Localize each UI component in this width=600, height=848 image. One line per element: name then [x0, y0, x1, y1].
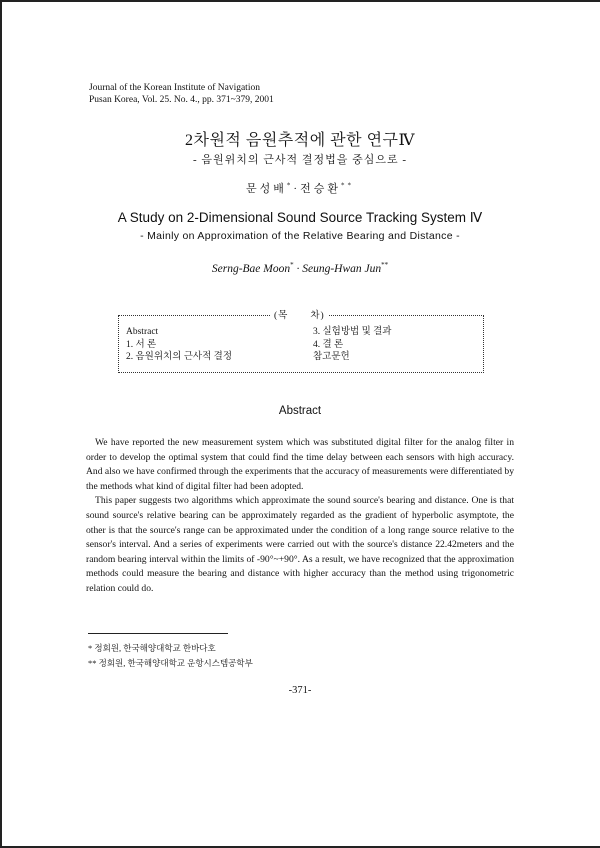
footnotes [88, 641, 253, 671]
toc-left-column [126, 326, 232, 364]
toc-item-introduction: 1. 서 론 [126, 339, 157, 350]
toc-item-approximation: 2. 음원위치의 근사적 결정 [126, 352, 233, 362]
abstract-body [86, 436, 514, 597]
abstract-paragraph-2: This paper suggests two algorithms which approximate the sound source's bearing and distance. One is that sound source's relative bearing can be approximately regarded as the gradient of hyperbolic asymptote, the other is that the source's range can be approximated under the condition of a long range source relative to the sensor's interval. And a series of experiments were carried out with the source's distance 22.42meters and the random bearing interval within the limits of -90°~+90°. As a result, we have recognized that the approximation methods could measure the bearing and distance with higher accuracy than the method using trigonometric relation could do. [86, 495, 514, 594]
korean-subtitle: - 음원위치의 근사적 결정법을 중심으로 - [192, 154, 408, 166]
english-subtitle: - Mainly on Approximation of the Relative Bearing and Distance - [140, 230, 460, 242]
footnote-rule [88, 633, 228, 634]
toc-heading-open: (목 [274, 311, 289, 321]
author-separator: · [293, 183, 301, 195]
journal-name: Journal of the Korean Institute of Navigation [89, 83, 260, 93]
abstract-heading: Abstract [278, 405, 322, 417]
korean-title: 2차원적 음원추적에 관한 연구Ⅳ [185, 132, 415, 149]
en-author-1-mark: * [290, 261, 294, 269]
toc-heading [270, 307, 329, 321]
en-author-2-mark: ** [381, 261, 389, 269]
page-edge-top [0, 0, 600, 2]
english-authors [0, 261, 600, 275]
toc-item-conclusion: 4. 결 론 [313, 339, 344, 350]
english-author-2: Seung-Hwan Jun [302, 262, 382, 275]
english-title: A Study on 2-Dimensional Sound Source Tracking System Ⅳ [117, 210, 483, 225]
toc-item-references: 참고문헌 [313, 352, 350, 362]
author-1-mark: * [286, 181, 294, 190]
page-number: -371- [288, 685, 312, 696]
korean-author-2: 전승환 [300, 183, 341, 195]
toc-item-abstract: Abstract [126, 327, 159, 337]
author-2-mark: ** [340, 181, 354, 190]
journal-citation [89, 82, 274, 106]
footnote-1: * 정회원, 한국해양대학교 한바다호 [88, 643, 216, 653]
toc-heading-close: 차) [310, 311, 325, 321]
journal-volume: Pusan Korea, Vol. 25. No. 4., pp. 371~379, 2001 [89, 95, 274, 105]
abstract-paragraph-1: We have reported the new measurement system which was substituted digital filter for the analog filter in order to develop the optimal system that could find the time delay between each sensors with high accuracy. And also we have confirmed through the experiments that the accuracy of measurements were differentiated by the methods what kind of digital filter had been adopted. [86, 437, 514, 492]
footnote-2: ** 정회원, 한국해양대학교 운항시스템공학부 [88, 658, 253, 668]
korean-authors [0, 180, 600, 196]
english-author-1: Serng-Bae Moon [211, 262, 291, 275]
korean-author-1: 문성배 [246, 183, 287, 195]
en-author-separator: · [293, 262, 303, 275]
toc-item-experiments: 3. 실험방법 및 결과 [313, 327, 392, 337]
toc-right-column [313, 326, 392, 364]
